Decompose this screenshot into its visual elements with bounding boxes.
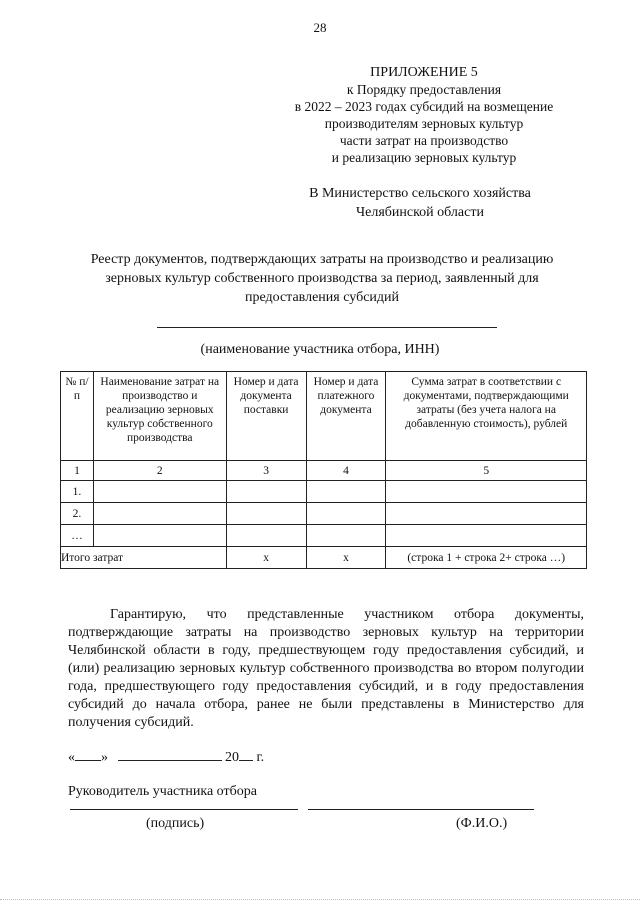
date-year-field[interactable]	[239, 748, 253, 761]
appendix-line: в 2022 – 2023 годах субсидий на возмещение	[294, 99, 554, 114]
date-close-quote: »	[101, 750, 108, 765]
table-cell[interactable]	[306, 525, 386, 547]
page-number: 28	[313, 20, 327, 35]
table-cell[interactable]	[226, 481, 306, 503]
table-header-cell: Сумма затрат в соответствии с документами, подтверждающими затраты (без учета налога на добавленную стоимость), рублей	[386, 372, 587, 461]
registry-table	[60, 371, 587, 569]
fio-line[interactable]	[308, 809, 534, 810]
total-cell: х	[306, 547, 386, 569]
column-number: 1	[61, 461, 94, 481]
table-cell[interactable]	[386, 525, 587, 547]
table-cell[interactable]	[306, 481, 386, 503]
participant-caption: (наименование участника отбора, ИНН)	[200, 342, 440, 357]
appendix-title: ПРИЛОЖЕНИЕ 5	[370, 65, 478, 80]
page-bottom-edge	[0, 899, 640, 900]
date-line	[68, 748, 264, 766]
participant-name-line	[157, 327, 497, 328]
date-year-suffix: г.	[256, 750, 265, 765]
column-number: 4	[306, 461, 386, 481]
date-day-field[interactable]	[75, 748, 101, 761]
registry-title: Реестр документов, подтверждающих затраты на производство и реализацию зерновых культур собственного производства за период, заявленный для предоставления субсидий	[90, 252, 554, 305]
appendix-line: производителям зерновых культур	[324, 116, 524, 131]
date-month-field[interactable]	[118, 748, 222, 761]
appendix-line: части затрат на производство	[339, 133, 509, 148]
addressee-line: Челябинской области	[356, 205, 484, 220]
table-cell[interactable]	[93, 481, 226, 503]
addressee-block	[270, 184, 570, 222]
table-row	[61, 525, 587, 547]
table-cell[interactable]	[226, 503, 306, 525]
row-number: 1.	[61, 481, 94, 503]
table-total-row	[61, 547, 587, 569]
table-cell[interactable]	[226, 525, 306, 547]
table-cell[interactable]	[93, 503, 226, 525]
table-cell[interactable]	[306, 503, 386, 525]
table-row	[61, 481, 587, 503]
appendix-line: к Порядку предоставления	[346, 82, 502, 97]
appendix-block	[264, 64, 584, 166]
date-open-quote: «	[68, 750, 75, 765]
signature-caption: (подпись)	[146, 816, 205, 831]
table-header-cell: № п/п	[61, 372, 94, 461]
table-header-row	[61, 372, 587, 461]
total-formula: (строка 1 + строка 2+ строка …)	[386, 547, 587, 569]
column-number: 3	[226, 461, 306, 481]
total-cell: х	[226, 547, 306, 569]
table-header-cell: Наименование затрат на производство и реализацию зерновых культур собственного производства	[93, 372, 226, 461]
table-column-numbers-row	[61, 461, 587, 481]
table-header-cell: Номер и дата платежного документа	[306, 372, 386, 461]
table-cell[interactable]	[93, 525, 226, 547]
table-cell[interactable]	[386, 481, 587, 503]
signature-line[interactable]	[70, 809, 298, 810]
guarantee-paragraph: Гарантирую, что представленные участником отбора документы, подтверждающие затраты на производство зерновых культур на территории Челябинской области в году, предшествующем году предоставления субсидий, и (или) реализацию зерновых культур собственного производства во втором полугодии года, предшествующего году предоставления субсидий, и в году предоставления субсидий до начала отбора, ранее не были представлены в Министерство для получения субсидий.	[68, 607, 584, 730]
column-number: 5	[386, 461, 587, 481]
date-year-prefix: 20	[225, 750, 239, 765]
table-header-cell: Номер и дата документа поставки	[226, 372, 306, 461]
table-cell[interactable]	[386, 503, 587, 525]
head-label: Руководитель участника отбора	[68, 784, 257, 799]
row-number: …	[61, 525, 94, 547]
appendix-line: и реализацию зерновых культур	[331, 150, 517, 165]
total-label: Итого затрат	[61, 547, 227, 569]
addressee-line: В Министерство сельского хозяйства	[309, 186, 531, 201]
fio-caption: (Ф.И.О.)	[456, 816, 508, 831]
column-number: 2	[93, 461, 226, 481]
table-row	[61, 503, 587, 525]
row-number: 2.	[61, 503, 94, 525]
